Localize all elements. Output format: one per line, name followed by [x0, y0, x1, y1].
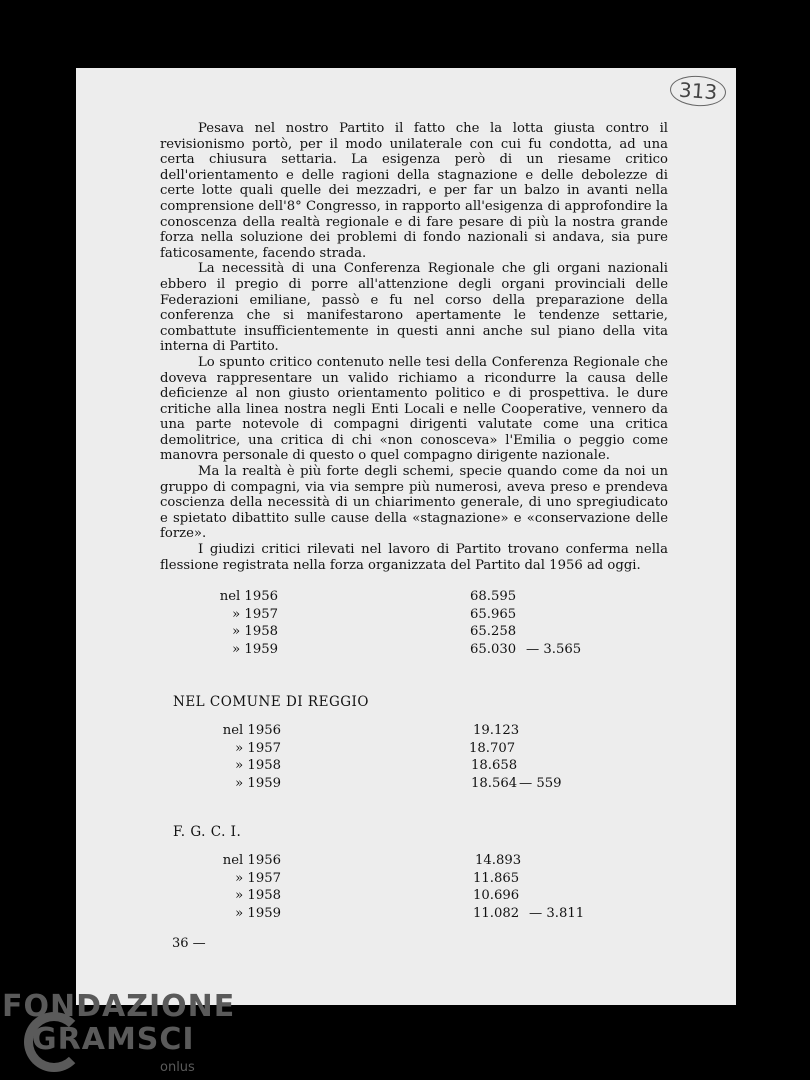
year-label: nel 1956	[222, 723, 281, 738]
paragraph-3: Lo spunto critico contenuto nelle tesi della Conferenza Regionale che doveva rappresentare un valido richiamo a ricondurre la causa delle deficienze al non giusto orientamento politico e di prospettiva. le dure critiche alla linea nostra negli Enti Locali e nelle Cooperative, vennero da una parte notevole di compagni dirigenti valutate come una critica demolitrice, una critica di chi «non conosceva» l'Emilia o peggio come manovra personale di questo o quel compagno dirigente nazionale.	[160, 354, 668, 464]
member-count: 18.707	[469, 740, 516, 756]
table-row	[218, 641, 582, 659]
page-footer: 36 —	[172, 936, 206, 951]
membership-table-fgci	[221, 852, 585, 922]
table-row	[221, 740, 581, 758]
member-count: 14.893	[475, 853, 522, 868]
paragraph-4: Ma la realtà è più forte degli schemi, specie quando come da noi un gruppo di compagni, via via sempre più numerosi, aveva preso e prendeva coscienza della necessità di un chiarimento generale, di uno spregiudicato e spietato dibattito sulle cause della «stagnazione» e «conservazione delle forze».	[160, 464, 668, 542]
member-count: 65.258	[470, 624, 517, 639]
member-count: 68.595	[470, 589, 517, 604]
year-label: » 1958	[232, 624, 278, 639]
member-count: 11.082	[473, 905, 520, 921]
membership-table-party	[218, 588, 582, 658]
year-label: » 1958	[235, 888, 281, 903]
member-count: 19.123	[473, 723, 520, 738]
year-label: » 1957	[232, 606, 278, 622]
member-count: 65.030	[470, 641, 517, 657]
table-row	[221, 905, 585, 923]
page-number-stamp: 313	[669, 74, 727, 108]
logo-line2: GRAMSCI	[32, 1022, 195, 1057]
year-label: » 1957	[235, 740, 281, 756]
logo-line3: onlus	[160, 1060, 195, 1075]
year-label: » 1959	[232, 641, 278, 657]
year-label: » 1957	[235, 870, 281, 886]
member-count: 11.865	[473, 870, 520, 886]
table-row	[221, 870, 581, 888]
year-label: nel 1956	[219, 589, 278, 604]
paragraph-1: Pesava nel nostro Partito il fatto che la lotta giusta contro il revisionismo portò, per il modo unilaterale con cui fu condotta, ad una certa chiusura settaria. La esigenza però di un riesame critico dell'orientamento e delle ragioni della stagnazione e delle debolezze di certe lotte quali quelle dei mezzadri, e per far un balzo in avanti nella comprensione dell'8° Congresso, in rapporto all'esigenza di approfondire la conoscenza della realtà regionale e di fare pesare di più la nostra grande forza nella soluzione dei problemi di fondo nazionali si andava, sia pure faticosamente, facendo strada.	[160, 121, 668, 261]
table-row	[221, 775, 581, 793]
paragraph-5: I giudizi critici rilevati nel lavoro di Partito trovano conferma nella flessione registrata nella forza organizzata del Partito dal 1956 ad oggi.	[160, 542, 668, 573]
member-count: 18.564	[471, 775, 518, 791]
table-row	[218, 623, 578, 641]
year-label: » 1959	[235, 775, 281, 791]
body-text	[160, 121, 668, 573]
paragraph-2: La necessità di una Conferenza Regionale che gli organi nazionali ebbero il pregio di porre all'attenzione degli organi provinciali delle Federazioni emiliane, passò e fu nel corso della preparazione della conferenza che si manifestarono apertamente le tendenze settarie, combattute insufficientemente in questi anni anche sul piano della vita interna di Partito.	[160, 261, 668, 355]
logo-line1: FONDAZIONE	[2, 989, 236, 1024]
member-count: 18.658	[471, 758, 518, 773]
membership-change: — 3.811	[529, 905, 585, 921]
table-row	[218, 606, 578, 624]
member-count: 10.696	[473, 888, 520, 903]
section-heading-reggio: NEL COMUNE DI REGGIO	[173, 694, 369, 710]
table-row	[221, 852, 581, 870]
membership-change: — 559	[519, 775, 562, 791]
table-row	[221, 887, 581, 905]
fondazione-gramsci-logo	[2, 989, 236, 1075]
year-label: nel 1956	[222, 853, 281, 868]
table-row	[221, 757, 581, 775]
document-page	[76, 68, 736, 1005]
year-label: » 1959	[235, 905, 281, 921]
member-count: 65.965	[470, 606, 517, 622]
table-row	[218, 588, 578, 606]
table-row	[221, 722, 581, 740]
section-heading-fgci: F. G. C. I.	[173, 824, 242, 840]
membership-table-reggio	[221, 722, 581, 792]
membership-change: — 3.565	[526, 641, 582, 657]
year-label: » 1958	[235, 758, 281, 773]
